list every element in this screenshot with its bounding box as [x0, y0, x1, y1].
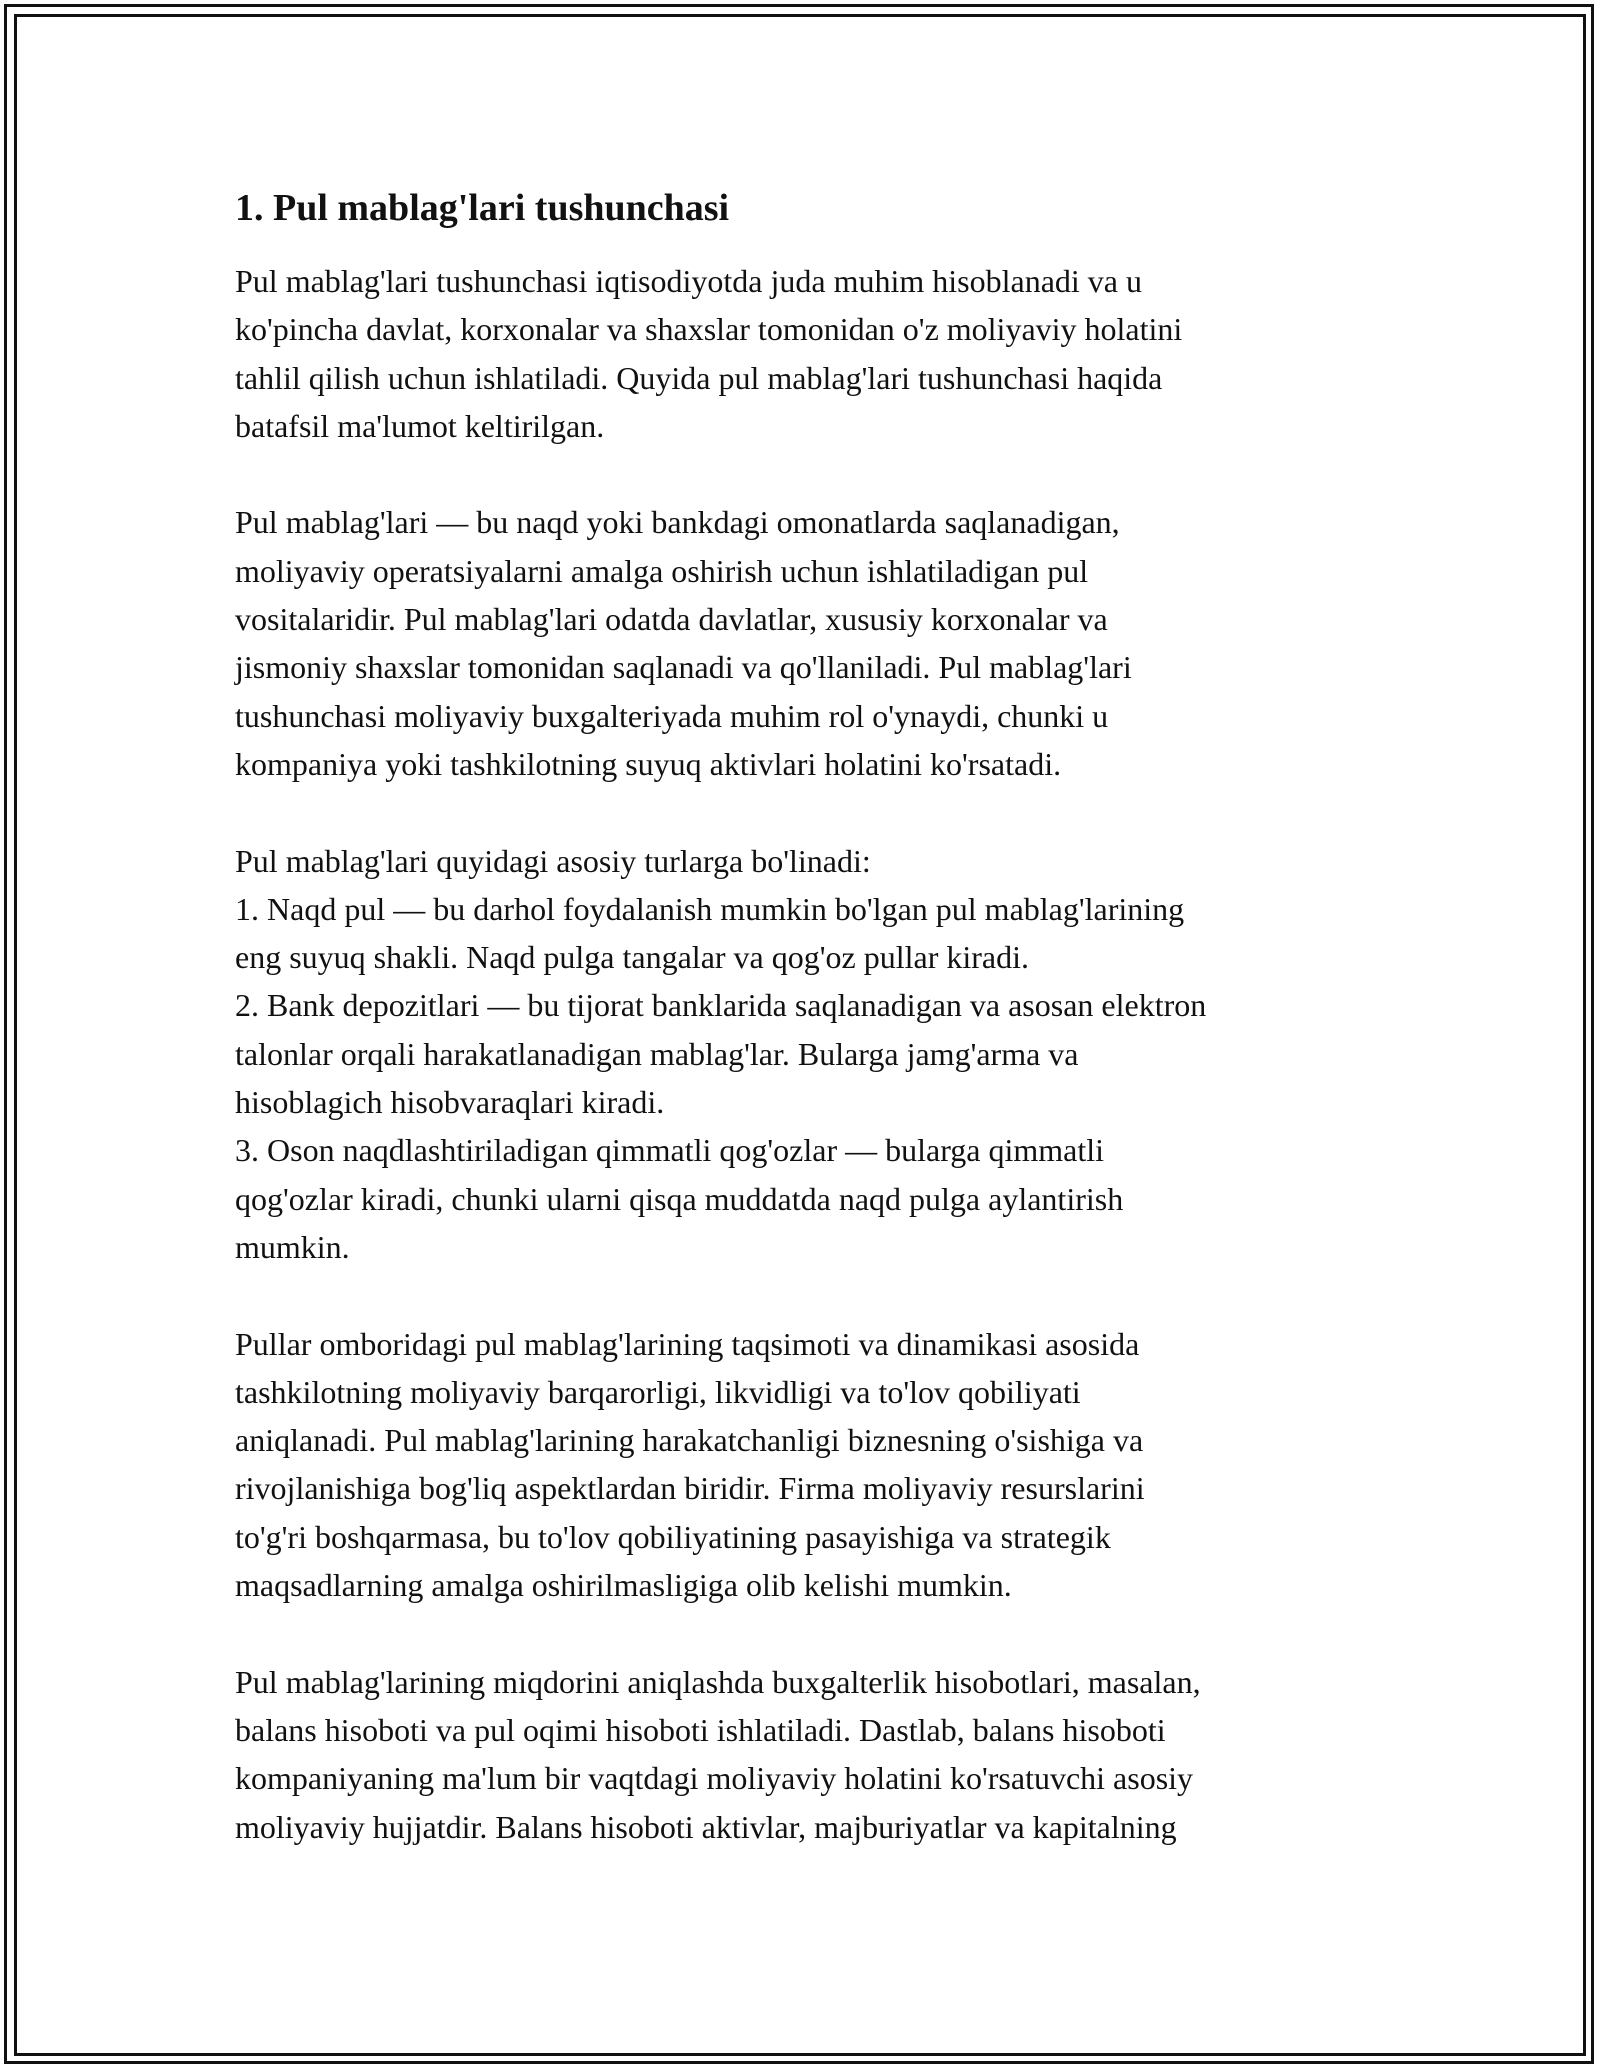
text-line: ko'pincha davlat, korxonalar va shaxslar tomonidan o'z moliyaviy holatini: [235, 311, 1183, 348]
text-line: Pul mablag'lari tushunchasi iqtisodiyotda juda muhim hisoblanadi va u: [235, 263, 1142, 299]
text-line: hisoblagich hisobvaraqlari kiradi.: [235, 1084, 665, 1121]
text-line: eng suyuq shakli. Naqd pulga tangalar va qog'oz pullar kiradi.: [235, 939, 1029, 976]
text-line: batafsil ma'lumot keltirilgan.: [235, 407, 605, 444]
text-line: maqsadlarning amalga oshirilmasligiga olib kelishi mumkin.: [235, 1567, 1012, 1604]
section-heading: 1. Pul mablag'lari tushunchasi: [235, 187, 730, 229]
text-line: to'g'ri boshqarmasa, bu to'lov qobiliyatining pasayishiga va strategik: [235, 1518, 1111, 1555]
text-line: moliyaviy operatsiyalarni amalga oshirish uchun ishlatiladigan pul: [235, 552, 1089, 589]
document-body: [235, 185, 1370, 1899]
paragraph-reporting: [235, 1658, 1370, 1851]
paragraph-definition: [235, 498, 1370, 788]
text-line: 3. Oson naqdlashtiriladigan qimmatli qog'ozlar — bularga qimmatli: [235, 1132, 1105, 1169]
text-line: Pul mablag'lari — bu naqd yoki bankdagi omonatlarda saqlanadigan,: [235, 504, 1120, 541]
text-line: Pullar omboridagi pul mablag'larining taqsimoti va dinamikasi asosida: [235, 1325, 1140, 1362]
text-line: moliyaviy hujjatdir. Balans hisoboti aktivlar, majburiyatlar va kapitalning: [235, 1808, 1177, 1845]
text-line: tashkilotning moliyaviy barqarorligi, likvidligi va to'lov qobiliyati: [235, 1373, 1081, 1410]
text-line: vositalaridir. Pul mablag'lari odatda davlatlar, xususiy korxonalar va: [235, 601, 1108, 638]
text-line: tahlil qilish uchun ishlatiladi. Quyida pul mablag'lari tushunchasi haqida: [235, 359, 1163, 396]
text-line: mumkin.: [235, 1228, 350, 1265]
paragraph-types-list: [235, 837, 1370, 1272]
text-line: qog'ozlar kiradi, chunki ularni qisqa muddatda naqd pulga aylantirish: [235, 1180, 1124, 1217]
text-line: Pul mablag'lari quyidagi asosiy turlarga bo'linadi:: [235, 842, 871, 879]
text-line: talonlar orqali harakatlanadigan mablag'lar. Bularga jamg'arma va: [235, 1035, 1079, 1072]
text-line: jismoniy shaxslar tomonidan saqlanadi va qo'llaniladi. Pul mablag'lari: [235, 649, 1132, 686]
text-line: aniqlanadi. Pul mablag'larining harakatchanligi biznesning o'sishiga va: [235, 1422, 1144, 1459]
text-line: tushunchasi moliyaviy buxgalteriyada muhim rol o'ynaydi, chunki u: [235, 697, 1109, 734]
text-line: 2. Bank depozitlari — bu tijorat banklarida saqlanadigan va asosan elektron: [235, 987, 1207, 1024]
paragraph-intro: [235, 257, 1370, 450]
text-line: balans hisoboti va pul oqimi hisoboti ishlatiladi. Dastlab, balans hisoboti: [235, 1711, 1166, 1748]
paragraph-dynamics: [235, 1320, 1370, 1610]
text-line: rivojlanishiga bog'liq aspektlardan biridir. Firma moliyaviy resurslarini: [235, 1470, 1145, 1507]
text-line: kompaniya yoki tashkilotning suyuq aktivlari holatini ko'rsatadi.: [235, 745, 1062, 782]
text-line: 1. Naqd pul — bu darhol foydalanish mumkin bo'lgan pul mablag'larining: [235, 890, 1185, 927]
text-line: kompaniyaning ma'lum bir vaqtdagi moliyaviy holatini ko'rsatuvchi asosiy: [235, 1760, 1194, 1797]
text-line: Pul mablag'larining miqdorini aniqlashda buxgalterlik hisobotlari, masalan,: [235, 1663, 1201, 1700]
